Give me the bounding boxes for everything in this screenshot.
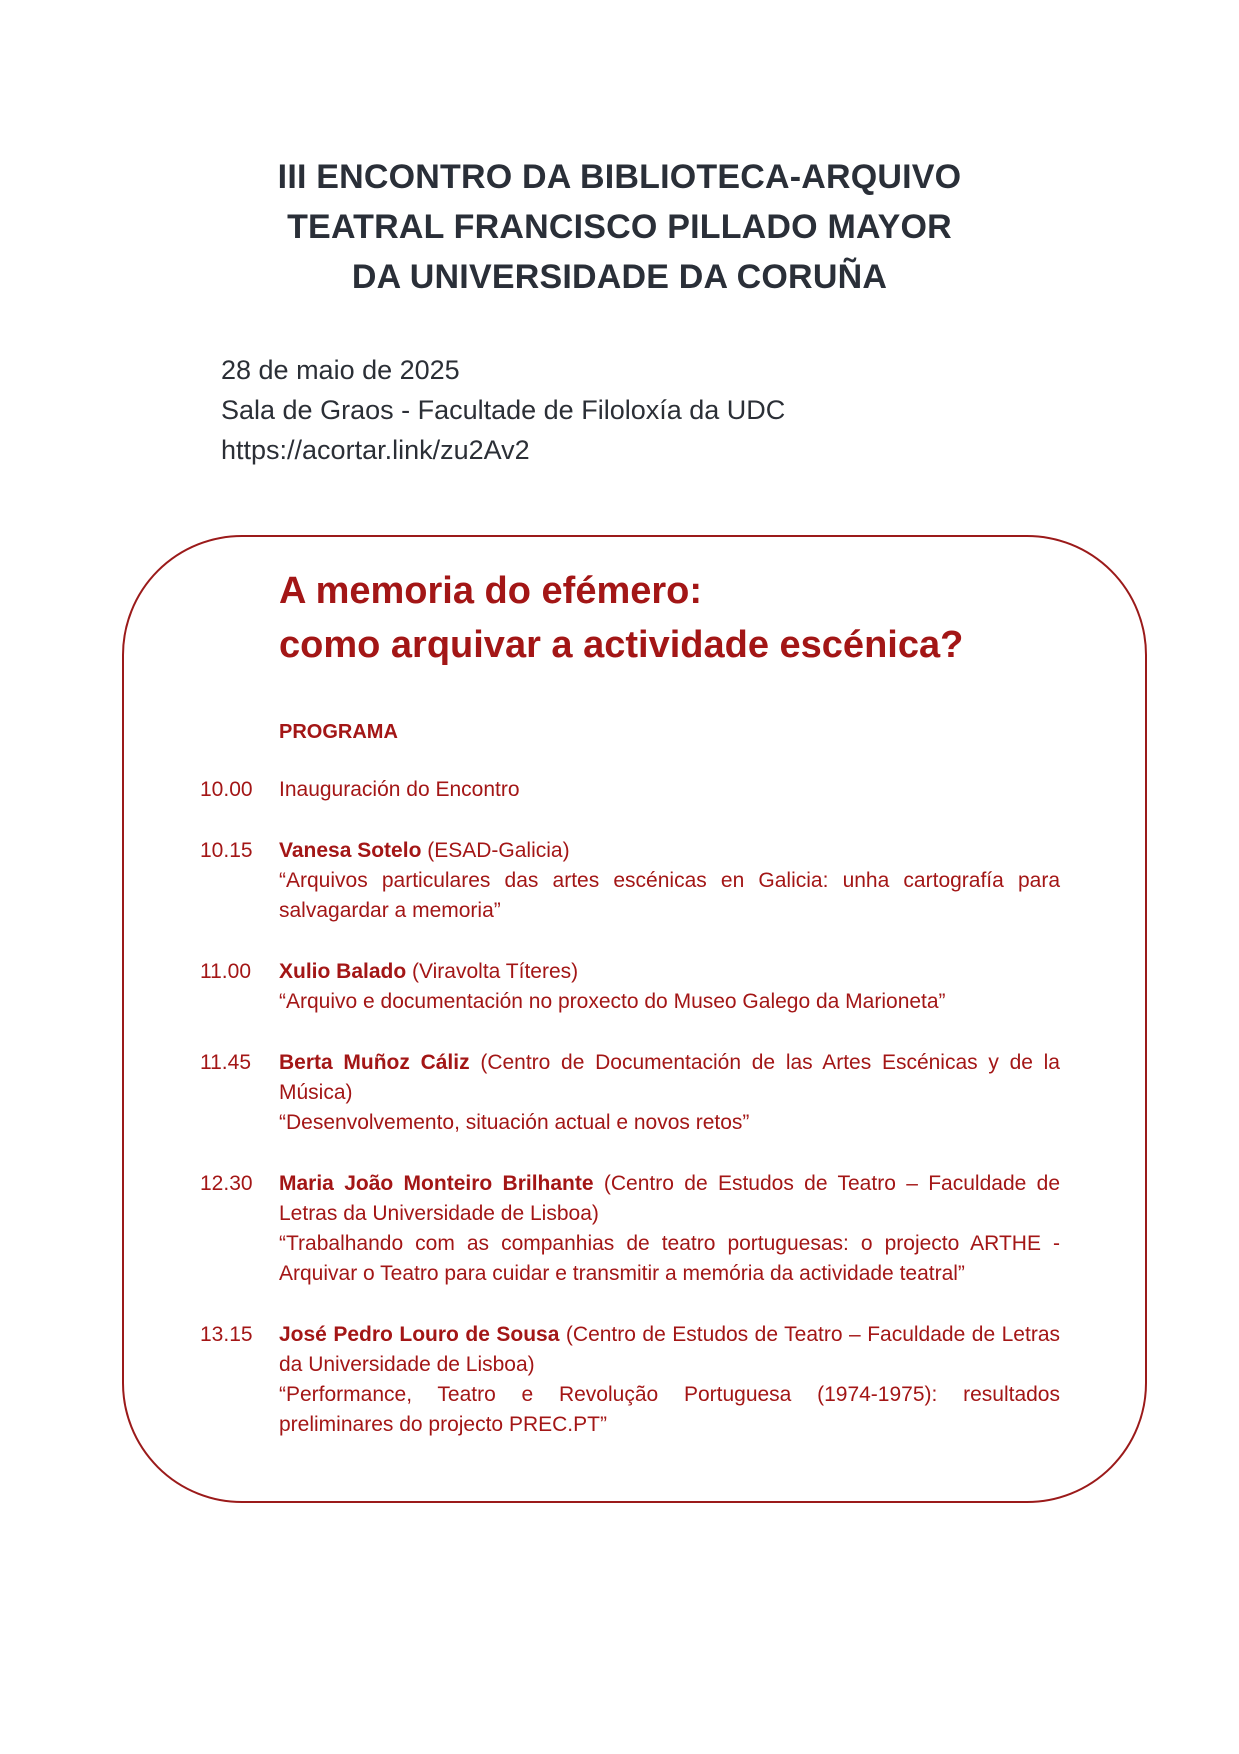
session-speaker: Vanesa Sotelo <box>279 839 422 862</box>
title-line-2: TEATRAL FRANCISCO PILLADO MAYOR <box>287 208 952 246</box>
program-title-line-1: A memoria do efémero: <box>279 570 703 612</box>
session-speaker: Berta Muñoz Cáliz <box>279 1051 470 1074</box>
session-body <box>279 775 1060 805</box>
schedule-item <box>200 1320 1060 1440</box>
session-affiliation: (Centro de Documentación de las Artes Escénicas y de la Música) <box>279 1051 1060 1104</box>
session-affiliation: Inauguración do Encontro <box>279 778 520 801</box>
session-affiliation: (Viravolta Títeres) <box>406 960 579 983</box>
session-talk: “Performance, Teatro e Revolução Portuguesa (1974-1975): resultados preliminares do projecto PREC.PT” <box>279 1383 1060 1436</box>
session-time: 13.15 <box>200 1323 253 1346</box>
event-info <box>221 350 785 470</box>
session-affiliation: (Centro de Estudos de Teatro – Faculdade de Letras da Universidade de Lisboa) <box>279 1172 1060 1225</box>
schedule-item <box>200 957 1060 1017</box>
session-talk: “Trabalhando com as companhias de teatro portuguesas: o projecto ARTHE - Arquivar o Teatro para cuidar e transmitir a memória da actividade teatral” <box>279 1232 1060 1285</box>
session-body <box>279 1320 1060 1440</box>
title-line-3: DA UNIVERSIDADE DA CORUÑA <box>351 258 888 296</box>
session-speaker: José Pedro Louro de Sousa <box>279 1323 560 1346</box>
session-time: 11.00 <box>200 960 251 983</box>
event-venue: Sala de Graos - Facultade de Filoloxía da UDC <box>221 395 786 425</box>
session-affiliation: (Centro de Estudos de Teatro – Faculdade de Letras da Universidade de Lisboa) <box>279 1323 1060 1376</box>
schedule-item <box>200 1169 1060 1289</box>
session-talk: “Arquivo e documentación no proxecto do Museo Galego da Marioneta” <box>279 990 946 1013</box>
event-link[interactable]: https://acortar.link/zu2Av2 <box>221 435 530 465</box>
program-title <box>279 564 963 672</box>
page-title <box>0 152 1239 302</box>
session-time: 11.45 <box>200 1051 251 1074</box>
session-talk: “Desenvolvemento, situación actual e novos retos” <box>279 1111 750 1134</box>
session-body <box>279 1169 1060 1289</box>
schedule-item <box>200 1048 1060 1138</box>
session-body <box>279 1048 1060 1138</box>
title-line-1: III ENCONTRO DA BIBLIOTECA-ARQUIVO <box>277 158 962 196</box>
session-time: 12.30 <box>200 1172 253 1195</box>
program-title-line-2: como arquivar a actividade escénica? <box>279 624 964 666</box>
schedule-item <box>200 775 1060 805</box>
schedule <box>200 775 1060 1471</box>
session-body <box>279 836 1060 926</box>
schedule-item <box>200 836 1060 926</box>
event-date: 28 de maio de 2025 <box>221 355 460 385</box>
session-time: 10.00 <box>200 778 253 801</box>
session-speaker: Xulio Balado <box>279 960 407 983</box>
session-time: 10.15 <box>200 839 253 862</box>
session-affiliation: (ESAD-Galicia) <box>421 839 570 862</box>
session-body <box>279 957 1060 1017</box>
program-heading: PROGRAMA <box>279 721 398 743</box>
session-talk: “Arquivos particulares das artes escénicas en Galicia: unha cartografía para salvagardar a memoria” <box>279 869 1060 922</box>
session-speaker: Maria João Monteiro Brilhante <box>279 1172 594 1195</box>
